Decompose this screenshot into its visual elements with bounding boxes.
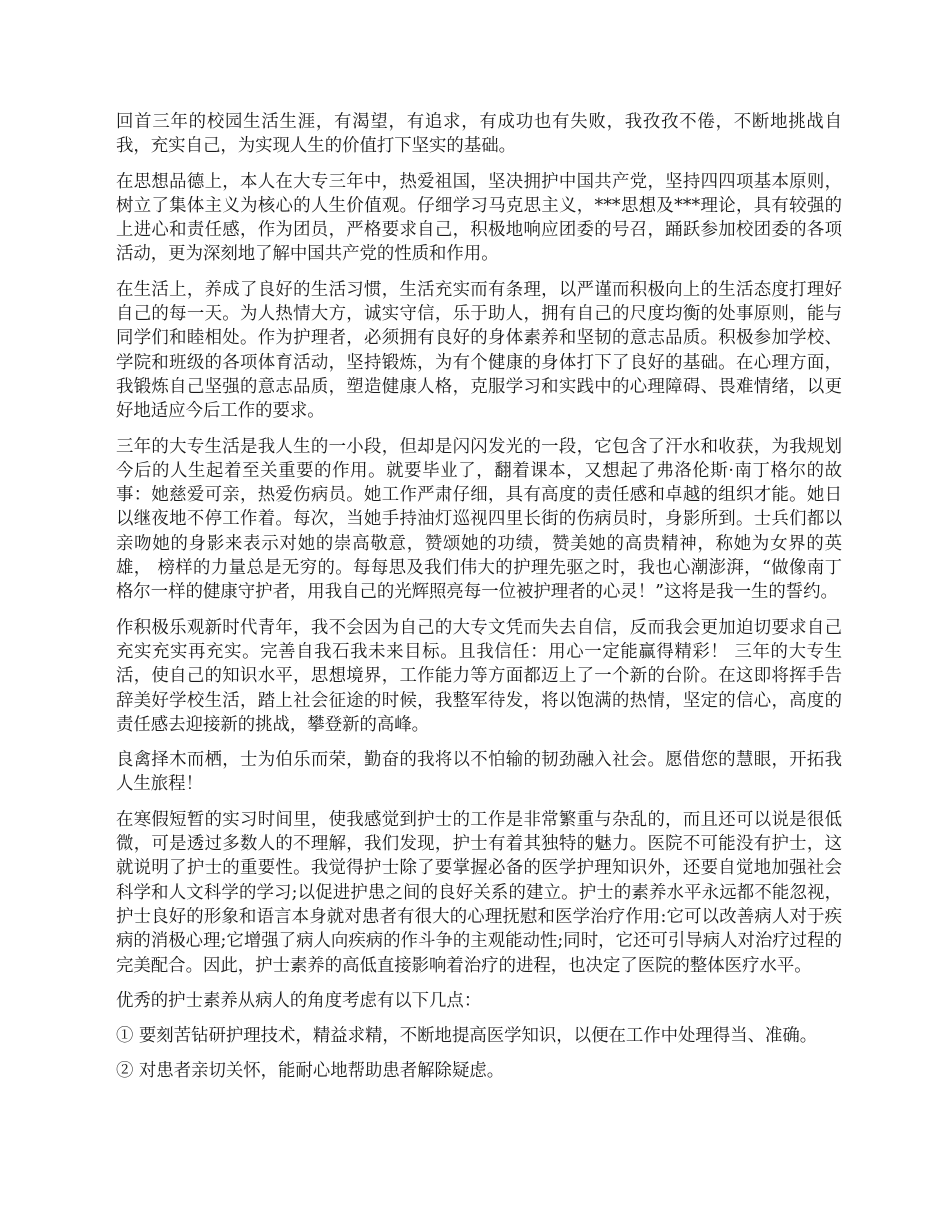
paragraph-life: 在生活上，养成了良好的生活习惯，生活充实而有条理，以严谨而积极向上的生活态度打理好自己的每一天。为人热情大方，诚实守信，乐于助人，拥有自己的尺度均衡的处事原则，能与同学们和睦相处。作为护理者，必须拥有良好的身体素养和坚韧的意志品质。积极参加学校、学院和班级的各项体育活动，坚持锻炼，为有个健康的身体打下了良好的基础。在心理方面，我锻炼自己坚强的意志品质，塑造健康人格，克服学习和实践中的心理障碍、畏难情绪，以更好地适应今后工作的要求。 [116, 279, 842, 422]
list-item-1: ① 要刻苦钻研护理技术，精益求精，不断地提高医学知识，以便在工作中处理得当、准确。 [116, 1026, 818, 1047]
document-body [116, 110, 842, 1095]
paragraph-internship: 在寒假短暂的实习时间里，使我感觉到护士的工作是非常繁重与杂乱的，而且还可以说是很低微，可是透过多数人的不理解，我们发现，护士有着其独特的魅力。医院不可能没有护士，这就说明了护士的重要性。我觉得护士除了要掌握必备的医学护理知识外，还要自觉地加强社会科学和人文科学的学习;以促进护患之间的良好关系的建立。护士的素养水平永远都不能忽视，护士良好的形象和语言本身就对患者有很大的心理抚慰和医学治疗作用:它可以改善病人对于疾病的消极心理;它增强了病人向疾病的作斗争的主观能动性;同时，它还可引导病人对治疗过程的完美配合。因此，护士素养的高低直接影响着治疗的进程，也决定了医院的整体医疗水平。 [116, 809, 842, 976]
paragraph-outlook: 作积极乐观新时代青年，我不会因为自己的大专文凭而失去自信，反而我会更加迫切要求自己充实充实再充实。完善自我石我未来目标。且我信任：用心一定能赢得精彩！ 三年的大专生活，使自己的知识水平，思想境界，工作能力等方面都迈上了一个新的台阶。在这即将挥手告辞美好学校生活，踏上社会征途的时候，我整军待发，将以饱满的热情，坚定的信心，高度的责任感去迎接新的挑战，攀登新的高峰。 [116, 617, 842, 735]
paragraph-intro: 回首三年的校园生活生涯，有渴望，有追求，有成功也有失败，我孜孜不倦，不断地挑战自我，充实自己，为实现人生的价值打下坚实的基础。 [116, 112, 842, 157]
paragraph-nightingale: 三年的大专生活是我人生的一小段，但却是闪闪发光的一段，它包含了汗水和收获，为我规划今后的人生起着至关重要的作用。就要毕业了，翻着课本，又想起了弗洛伦斯·南丁格尔的故事：她慈爱可亲，热爱伤病员。她工作严肃仔细，具有高度的责任感和卓越的组织才能。她日以继夜地不停工作着。每次，当她手持油灯巡视四里长街的伤病员时，身影所到。士兵们都以亲吻她的身影来表示对她的崇高敬意，赞颂她的功绩，赞美她的高贵精神，称她为女界的英雄， 榜样的力量总是无穷的。每每思及我们伟大的护理先驱之时，我也心潮澎湃，“做像南丁格尔一样的健康守护者，用我自己的光辉照亮每一位被护理者的心灵！”这将是我一生的誓约。 [116, 436, 842, 603]
paragraph-closing: 良禽择木而栖，士为伯乐而荣，勤奋的我将以不怕输的韧劲融入社会。愿借您的慧眼，开拓我人生旅程！ [116, 750, 842, 795]
paragraph-qualities-intro: 优秀的护士素养从病人的角度考虑有以下几点： [116, 990, 482, 1011]
list-item-2: ② 对患者亲切关怀，能耐心地帮助患者解除疑虑。 [116, 1061, 505, 1082]
paragraph-ideology: 在思想品德上，本人在大专三年中，热爱祖国，坚决拥护中国共产党，坚持四四项基本原则，树立了集体主义为核心的人生价值观。仔细学习马克思主义，***思想及***理论，具有较强的上进心和责任感，作为团员，严格要求自己，积极地响应团委的号召，踊跃参加校团委的各项活动，更为深刻地了解中国共产党的性质和作用。 [116, 171, 842, 265]
